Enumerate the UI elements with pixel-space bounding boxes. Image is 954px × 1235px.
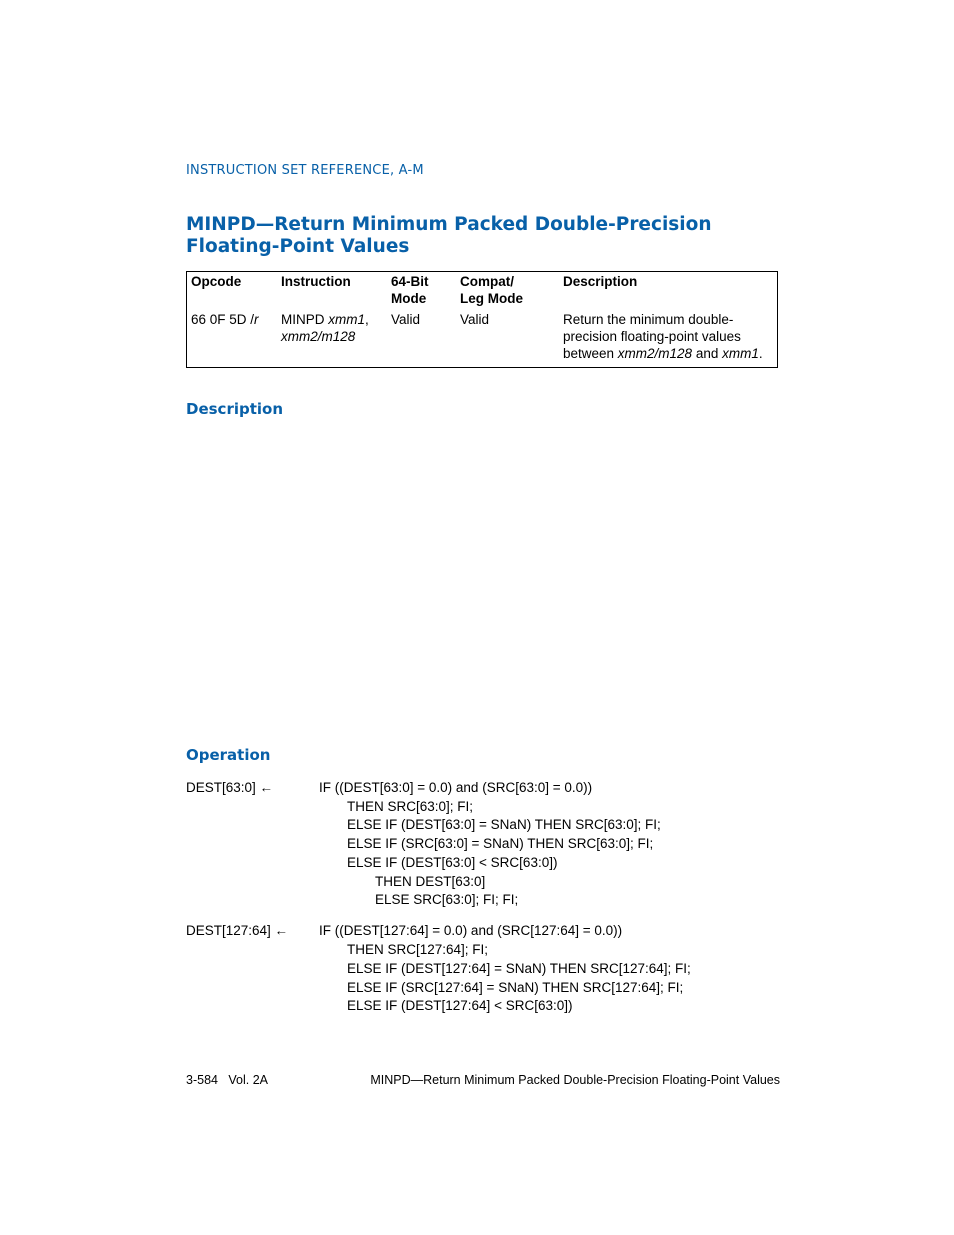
operation-lhs-high: DEST[127:64] ←: [186, 923, 289, 938]
instruction-comma: ,: [365, 312, 369, 327]
cell-instruction: [281, 311, 369, 345]
header-description: Description: [563, 274, 638, 289]
desc-period: .: [758, 346, 763, 361]
running-header: INSTRUCTION SET REFERENCE, A-M: [186, 163, 424, 178]
desc-operand-dest: xmm1: [722, 346, 759, 361]
header-opcode: Opcode: [191, 274, 242, 289]
operation-line: THEN SRC[63:0]; FI;: [347, 799, 474, 814]
operation-line: ELSE IF (SRC[127:64] = SNaN) THEN SRC[127:64]; FI;: [347, 980, 684, 995]
cell-description: [563, 311, 763, 362]
desc-operand-src: xmm2/m128: [617, 346, 693, 361]
section-heading-description: Description: [186, 400, 284, 418]
instruction-operand1: xmm1: [328, 312, 365, 327]
operation-line: IF ((DEST[63:0] = 0.0) and (SRC[63:0] = 0.0)): [319, 780, 593, 795]
header-compat-line1: Compat/: [460, 274, 514, 289]
desc-between: between: [563, 346, 618, 361]
cell-64bit-mode: Valid: [391, 312, 421, 327]
instruction-mnemonic: MINPD: [281, 312, 329, 327]
header-compat-line2: Leg Mode: [460, 291, 523, 306]
operation-line: ELSE IF (DEST[63:0] = SNaN) THEN SRC[63:0]; FI;: [347, 817, 661, 832]
opcode-table: [186, 271, 778, 368]
operation-line: THEN DEST[63:0]: [375, 874, 486, 889]
description-line2: precision floating-point values: [563, 329, 741, 344]
header-64bit-mode: [391, 273, 429, 307]
opcode-modrm: r: [254, 312, 259, 327]
operation-line: ELSE SRC[63:0]; FI; FI;: [375, 892, 519, 907]
footer-page-number: 3-584 Vol. 2A: [186, 1073, 269, 1087]
instruction-line2: [281, 328, 369, 345]
page-title: MINPD—Return Minimum Packed Double-Precision Floating-Point Values: [186, 214, 712, 257]
footer-title: MINPD—Return Minimum Packed Double-Precision Floating-Point Values: [370, 1073, 780, 1087]
header-compat-mode: [460, 273, 523, 307]
operation-line: IF ((DEST[127:64] = 0.0) and (SRC[127:64] = 0.0)): [319, 923, 623, 938]
operation-line: THEN SRC[127:64]; FI;: [347, 942, 489, 957]
opcode-text: 66 0F 5D /: [191, 312, 255, 327]
operation-line: ELSE IF (SRC[63:0] = SNaN) THEN SRC[63:0]; FI;: [347, 836, 654, 851]
operation-lhs-low: DEST[63:0] ←: [186, 780, 274, 795]
instruction-operand2: xmm2/m128: [281, 329, 356, 344]
operation-line: ELSE IF (DEST[127:64] = SNaN) THEN SRC[127:64]; FI;: [347, 961, 691, 976]
cell-opcode: [191, 311, 259, 328]
description-line1: Return the minimum double-: [563, 312, 734, 327]
desc-and: and: [692, 346, 723, 361]
description-line3: [563, 345, 763, 362]
header-64bit-line1: 64-Bit: [391, 274, 429, 289]
header-instruction: Instruction: [281, 274, 351, 289]
cell-compat-mode: Valid: [460, 312, 490, 327]
instruction-line1: [281, 311, 369, 328]
header-64bit-line2: Mode: [391, 291, 427, 306]
operation-line: ELSE IF (DEST[127:64] < SRC[63:0]): [347, 998, 573, 1013]
section-heading-operation: Operation: [186, 746, 271, 764]
operation-line: ELSE IF (DEST[63:0] < SRC[63:0]): [347, 855, 558, 870]
